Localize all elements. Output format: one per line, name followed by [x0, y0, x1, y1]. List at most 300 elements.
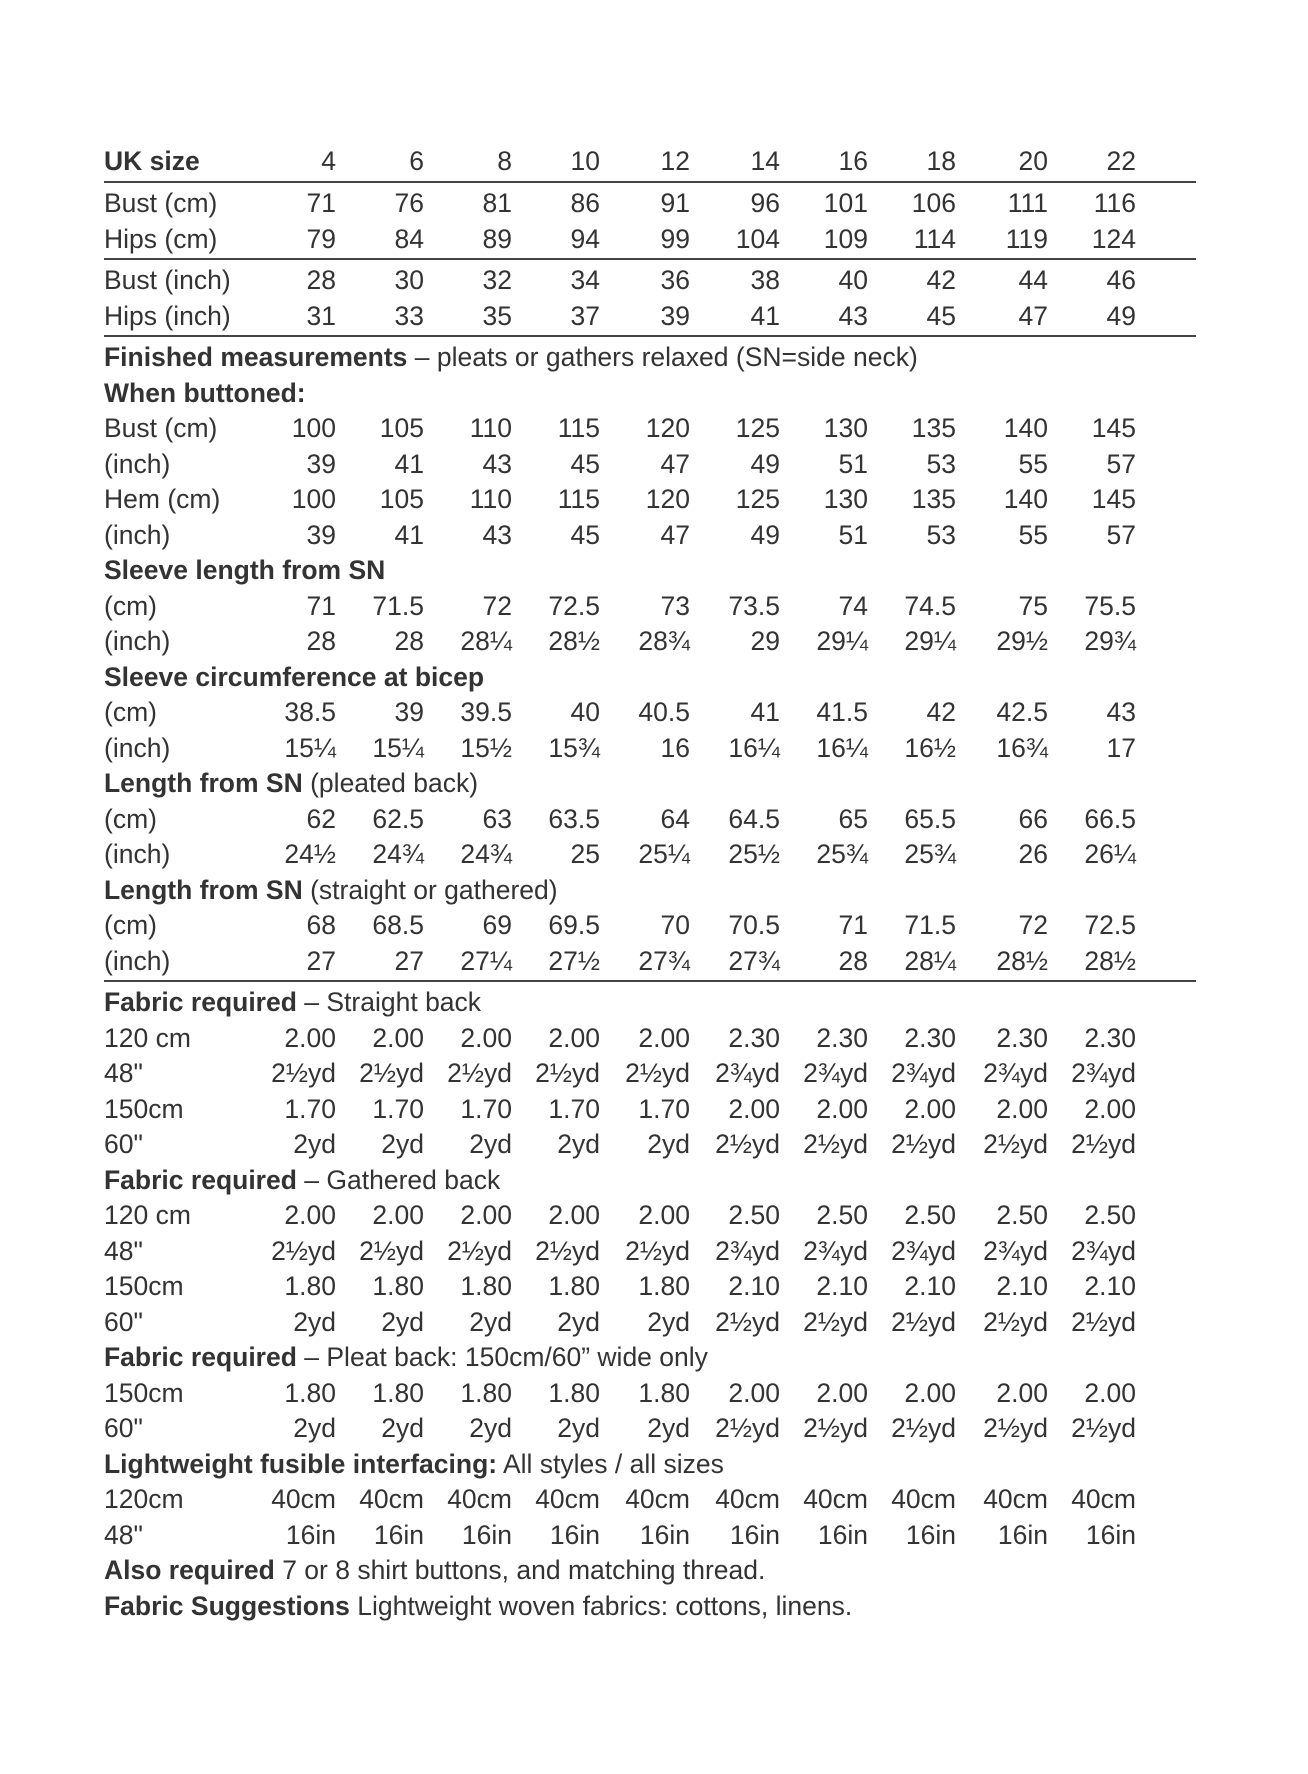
size-value: 16in	[373, 1519, 424, 1550]
fabric-row	[104, 1376, 1196, 1412]
section-heading-bold: Fabric required	[104, 1164, 297, 1195]
size-value: 28	[306, 626, 336, 656]
size-value: 49	[750, 519, 780, 550]
size-value: 72.5	[548, 590, 600, 621]
size-value: 32	[482, 265, 512, 295]
size-value: 2.00	[728, 1377, 780, 1408]
size-value: 17	[1106, 732, 1136, 763]
size-value: 2.00	[372, 1022, 424, 1053]
fabric-group-heading	[104, 1340, 1196, 1376]
size-value: 15½	[460, 732, 512, 763]
size-value: 16in	[1085, 1519, 1136, 1550]
size-header: 4	[321, 146, 336, 176]
size-value: 31	[306, 300, 336, 331]
measurement-group-heading	[104, 376, 1196, 412]
size-value: 29¾	[1084, 626, 1136, 656]
size-value: 2½yd	[625, 1058, 690, 1088]
fabric-row	[104, 1234, 1196, 1270]
size-value: 125	[735, 484, 780, 514]
size-value: 2½yd	[1071, 1129, 1136, 1159]
section-heading	[104, 340, 918, 376]
size-value: 101	[823, 188, 868, 218]
finished-measurement-row	[104, 624, 1196, 660]
size-value: 76	[394, 188, 424, 218]
size-value: 75.5	[1084, 590, 1136, 621]
finished-measurement-row	[104, 802, 1196, 838]
size-value: 16in	[997, 1519, 1048, 1550]
size-value: 2.00	[904, 1377, 956, 1408]
size-value: 27¼	[460, 945, 512, 976]
size-value: 72	[1018, 910, 1048, 940]
size-value: 1.80	[284, 1377, 336, 1408]
size-value: 57	[1106, 448, 1136, 479]
size-value: 28½	[1084, 945, 1136, 976]
size-value: 2yd	[557, 1413, 600, 1443]
size-value: 39.5	[460, 697, 512, 727]
divider	[104, 258, 1196, 260]
size-value: 2.00	[460, 1200, 512, 1230]
fabric-row	[104, 1092, 1196, 1128]
size-value: 79	[306, 223, 336, 254]
size-value: 100	[291, 484, 336, 514]
size-value: 2.00	[816, 1377, 868, 1408]
finished-measurement-row	[104, 837, 1196, 873]
size-value: 49	[1106, 300, 1136, 331]
size-value: 45	[926, 300, 956, 331]
size-value: 2¾yd	[891, 1058, 956, 1088]
size-value: 25½	[728, 839, 780, 869]
size-value: 40cm	[535, 1484, 600, 1514]
size-value: 64.5	[728, 803, 780, 834]
size-value: 71.5	[904, 910, 956, 940]
size-value: 41	[394, 519, 424, 550]
size-value: 30	[394, 265, 424, 295]
size-value: 2¾yd	[983, 1058, 1048, 1088]
size-value: 68.5	[372, 910, 424, 940]
size-value: 40cm	[447, 1484, 512, 1514]
size-value: 1.80	[548, 1271, 600, 1301]
row-label: Hem (cm)	[104, 484, 221, 514]
section-heading-bold: Length from SN	[104, 874, 303, 905]
size-value: 2.00	[1084, 1377, 1136, 1408]
size-value: 27¾	[638, 945, 690, 976]
size-value: 72	[482, 590, 512, 621]
size-value: 106	[911, 188, 956, 218]
size-value: 16in	[461, 1519, 512, 1550]
size-value: 2yd	[293, 1413, 336, 1443]
size-value: 2.10	[816, 1271, 868, 1301]
size-chart	[104, 142, 1196, 1624]
finished-measurement-row	[104, 944, 1196, 980]
size-value: 24½	[284, 839, 336, 869]
size-value: 40cm	[891, 1484, 956, 1514]
size-value: 41	[750, 697, 780, 727]
size-value: 2.00	[460, 1022, 512, 1053]
size-value: 16in	[549, 1519, 600, 1550]
finished-measurement-row	[104, 482, 1196, 518]
size-value: 49	[750, 448, 780, 479]
size-value: 2½yd	[803, 1413, 868, 1443]
fabric-group-heading	[104, 985, 1196, 1021]
size-value: 47	[660, 519, 690, 550]
section-heading	[104, 985, 481, 1021]
size-value: 40	[570, 697, 600, 727]
size-value: 29¼	[816, 626, 868, 656]
size-value: 39	[394, 697, 424, 727]
size-value: 2.00	[904, 1093, 956, 1124]
section-heading	[104, 1447, 724, 1483]
size-value: 16in	[285, 1519, 336, 1550]
size-value: 33	[394, 300, 424, 331]
size-value: 66.5	[1084, 803, 1136, 834]
size-value: 2yd	[647, 1413, 690, 1443]
size-value: 119	[1005, 223, 1048, 254]
size-header: 18	[926, 146, 956, 176]
size-value: 27½	[548, 945, 600, 976]
size-value: 1.80	[548, 1377, 600, 1408]
size-value: 1.80	[638, 1271, 690, 1301]
size-value: 2½yd	[535, 1235, 600, 1266]
size-value: 2yd	[647, 1129, 690, 1159]
size-value: 53	[926, 519, 956, 550]
size-value: 43	[1106, 697, 1136, 727]
size-value: 2yd	[381, 1129, 424, 1159]
size-value: 2.50	[1084, 1200, 1136, 1230]
size-value: 1.70	[372, 1093, 424, 1124]
size-value: 2.00	[284, 1200, 336, 1230]
size-value: 16¼	[816, 732, 868, 763]
size-value: 42	[926, 265, 956, 295]
fabric-row	[104, 1127, 1196, 1163]
size-value: 140	[1003, 413, 1048, 443]
row-label: 60"	[104, 1413, 143, 1443]
size-value: 47	[660, 448, 690, 479]
size-value: 16in	[639, 1519, 690, 1550]
size-value: 2.50	[728, 1200, 780, 1230]
size-value: 2.10	[904, 1271, 956, 1301]
size-value: 2½yd	[715, 1306, 780, 1337]
size-value: 72.5	[1084, 910, 1136, 940]
size-value: 62	[306, 803, 336, 834]
size-value: 2.10	[996, 1271, 1048, 1301]
fabric-row	[104, 1198, 1196, 1234]
size-value: 2½yd	[891, 1306, 956, 1337]
size-value: 71	[306, 590, 336, 621]
size-value: 2¾yd	[1071, 1235, 1136, 1266]
fabric-row	[104, 1482, 1196, 1518]
row-label: (inch)	[104, 448, 171, 479]
size-value: 99	[660, 223, 690, 254]
size-value: 2¾yd	[715, 1235, 780, 1266]
size-value: 28¾	[638, 626, 690, 656]
size-value: 2½yd	[535, 1058, 600, 1088]
size-value: 2½yd	[359, 1235, 424, 1266]
size-value: 2½yd	[803, 1129, 868, 1159]
finished-measurement-row	[104, 447, 1196, 483]
size-value: 100	[291, 413, 336, 443]
row-label: Bust (cm)	[104, 188, 218, 218]
measurement-group-heading	[104, 660, 1196, 696]
finished-measurement-row	[104, 518, 1196, 554]
size-value: 40cm	[625, 1484, 690, 1514]
row-label: 150cm	[104, 1093, 184, 1124]
size-value: 15¼	[372, 732, 424, 763]
size-value: 73	[660, 590, 690, 621]
size-value: 2.00	[284, 1022, 336, 1053]
row-label: (inch)	[104, 839, 171, 869]
size-value: 130	[823, 484, 868, 514]
section-heading	[104, 766, 478, 802]
size-value: 24¾	[460, 839, 512, 869]
divider	[104, 181, 1196, 183]
size-value: 2yd	[293, 1129, 336, 1159]
size-value: 2.00	[996, 1377, 1048, 1408]
size-value: 43	[838, 300, 868, 331]
size-value: 40.5	[638, 697, 690, 727]
row-label: 120 cm	[104, 1022, 191, 1053]
size-header: 14	[750, 146, 780, 176]
size-value: 15¾	[548, 732, 600, 763]
size-value: 1.80	[372, 1377, 424, 1408]
measurement-group-heading	[104, 766, 1196, 802]
size-value: 55	[1018, 519, 1048, 550]
size-value: 71.5	[372, 590, 424, 621]
row-label: (cm)	[104, 697, 157, 727]
size-value: 41	[750, 300, 780, 331]
section-heading-bold: Also required	[104, 1555, 275, 1585]
size-value: 39	[660, 300, 690, 331]
size-value: 2yd	[293, 1306, 336, 1337]
size-value: 105	[379, 413, 424, 443]
size-value: 37	[570, 300, 600, 331]
size-value: 1.70	[460, 1093, 512, 1124]
section-heading	[104, 873, 558, 909]
size-value: 40cm	[803, 1484, 868, 1514]
size-value: 2.30	[1084, 1022, 1136, 1053]
size-value: 116	[1093, 188, 1136, 218]
size-value: 120	[645, 413, 690, 443]
size-value: 25¼	[638, 839, 690, 869]
section-heading-bold: Length from SN	[104, 768, 303, 798]
size-header: 10	[570, 146, 600, 176]
size-value: 84	[394, 223, 424, 254]
size-value: 55	[1018, 448, 1048, 479]
section-heading-note: (pleated back)	[302, 768, 479, 798]
row-label: 48"	[104, 1235, 143, 1266]
section-heading-bold: When buttoned:	[104, 377, 306, 408]
size-value: 2.30	[904, 1022, 956, 1053]
size-value: 28	[306, 265, 336, 295]
size-value: 94	[570, 223, 600, 254]
section-heading	[104, 1163, 500, 1199]
section-heading	[104, 376, 306, 412]
body-measurement-row	[104, 299, 1196, 335]
section-heading-bold: Fabric Suggestions	[104, 1590, 350, 1621]
note-line	[104, 1589, 1196, 1625]
size-value: 53	[926, 448, 956, 479]
fabric-row	[104, 1056, 1196, 1092]
section-heading-note: Lightweight woven fabrics: cottons, linens.	[349, 1590, 853, 1621]
size-value: 2½yd	[1071, 1413, 1136, 1443]
size-header: 22	[1106, 146, 1136, 176]
size-value: 51	[838, 519, 868, 550]
row-label: (cm)	[104, 910, 157, 940]
size-value: 111	[1007, 188, 1048, 218]
size-value: 1.80	[372, 1271, 424, 1301]
size-value: 25¾	[816, 839, 868, 869]
fabric-group-heading	[104, 1447, 1196, 1483]
row-label: 60"	[104, 1306, 143, 1337]
size-value: 2.50	[904, 1200, 956, 1230]
finished-measurement-row	[104, 908, 1196, 944]
size-value: 2.10	[1084, 1271, 1136, 1301]
size-value: 63	[482, 803, 512, 834]
size-value: 86	[570, 188, 600, 218]
size-value: 28½	[548, 626, 600, 656]
size-value: 115	[557, 484, 600, 514]
size-value: 28½	[996, 945, 1048, 976]
size-value: 41	[394, 448, 424, 479]
size-value: 2yd	[557, 1306, 600, 1337]
row-label: Hips (inch)	[104, 300, 231, 331]
size-value: 42.5	[996, 697, 1048, 727]
size-value: 81	[482, 188, 512, 218]
size-value: 2.00	[1084, 1093, 1136, 1124]
size-value: 35	[482, 300, 512, 331]
size-value: 1.70	[284, 1093, 336, 1124]
row-label: 48"	[104, 1058, 143, 1088]
size-value: 2.00	[548, 1022, 600, 1053]
size-value: 75	[1018, 590, 1048, 621]
size-value: 28	[394, 626, 424, 656]
size-value: 2.30	[996, 1022, 1048, 1053]
size-value: 29½	[996, 626, 1048, 656]
size-value: 73.5	[728, 590, 780, 621]
size-value: 2.50	[996, 1200, 1048, 1230]
section-heading-note: – Gathered back	[296, 1164, 501, 1195]
size-header: 12	[660, 146, 690, 176]
divider	[104, 980, 1196, 982]
size-value: 70	[660, 910, 690, 940]
size-value: 1.70	[638, 1093, 690, 1124]
size-value: 145	[1091, 484, 1136, 514]
size-value: 2yd	[647, 1306, 690, 1337]
row-label: 60"	[104, 1129, 143, 1159]
size-value: 34	[570, 265, 600, 295]
size-value: 42	[926, 697, 956, 727]
size-value: 46	[1106, 265, 1136, 295]
size-value: 43	[482, 519, 512, 550]
size-value: 65.5	[904, 803, 956, 834]
size-value: 68	[306, 910, 336, 940]
size-value: 2½yd	[983, 1413, 1048, 1443]
finished-measurements-heading	[104, 340, 1196, 376]
size-value: 24¾	[372, 839, 424, 869]
size-value: 2.50	[816, 1200, 868, 1230]
section-heading-note: All styles / all sizes	[497, 1448, 724, 1479]
row-label: (cm)	[104, 590, 157, 621]
size-value: 44	[1018, 265, 1048, 295]
section-heading-note: 7 or 8 shirt buttons, and matching thread.	[274, 1555, 766, 1585]
section-heading-note: – pleats or gathers relaxed (SN=side neck)	[407, 342, 918, 372]
size-value: 2.00	[638, 1022, 690, 1053]
size-header-row	[104, 142, 1196, 180]
finished-measurement-row	[104, 589, 1196, 625]
section-heading	[104, 1553, 765, 1589]
size-value: 135	[911, 484, 956, 514]
section-heading-bold: Finished measurements	[104, 342, 408, 372]
size-value: 2.10	[728, 1271, 780, 1301]
size-value: 16¼	[728, 732, 780, 763]
size-value: 2yd	[469, 1306, 512, 1337]
row-label: (inch)	[104, 732, 171, 763]
size-value: 27	[394, 945, 424, 976]
size-value: 2¾yd	[715, 1058, 780, 1088]
body-measurement-row	[104, 263, 1196, 299]
size-value: 38	[750, 265, 780, 295]
size-value: 1.80	[638, 1377, 690, 1408]
size-value: 2yd	[557, 1129, 600, 1159]
size-value: 140	[1003, 484, 1048, 514]
size-value: 2.00	[372, 1200, 424, 1230]
section-heading	[104, 553, 385, 589]
size-value: 2½yd	[891, 1413, 956, 1443]
size-value: 2½yd	[983, 1306, 1048, 1337]
size-value: 25	[570, 839, 600, 869]
size-value: 91	[660, 188, 690, 218]
size-value: 45	[570, 448, 600, 479]
size-value: 1.80	[460, 1271, 512, 1301]
size-value: 2½yd	[271, 1058, 336, 1088]
size-header: 6	[409, 146, 424, 176]
size-value: 2½yd	[1071, 1306, 1136, 1337]
size-value: 2.00	[548, 1200, 600, 1230]
size-value: 28¼	[460, 626, 512, 656]
size-value: 145	[1091, 413, 1136, 443]
size-value: 110	[469, 484, 512, 514]
section-heading-note: – Pleat back: 150cm/60” wide only	[296, 1342, 708, 1372]
size-value: 29¼	[904, 626, 956, 656]
size-value: 130	[823, 413, 868, 443]
size-value: 70.5	[728, 910, 780, 940]
size-header: 20	[1018, 146, 1048, 176]
size-value: 74.5	[904, 590, 956, 621]
row-label: 150cm	[104, 1377, 184, 1408]
row-label: (inch)	[104, 519, 171, 550]
size-value: 2¾yd	[803, 1235, 868, 1266]
section-heading	[104, 1340, 708, 1376]
row-label: (cm)	[104, 803, 157, 834]
size-value: 2½yd	[359, 1058, 424, 1088]
size-value: 69.5	[548, 910, 600, 940]
size-value: 2yd	[381, 1306, 424, 1337]
note-line	[104, 1553, 1196, 1589]
size-value: 96	[750, 188, 780, 218]
finished-measurement-row	[104, 695, 1196, 731]
fabric-group-heading	[104, 1163, 1196, 1199]
size-value: 125	[735, 413, 780, 443]
row-label: (inch)	[104, 626, 171, 656]
row-label: Bust (cm)	[104, 413, 218, 443]
size-value: 16in	[905, 1519, 956, 1550]
section-heading	[104, 1589, 852, 1625]
finished-measurement-row	[104, 731, 1196, 767]
size-value: 2¾yd	[803, 1058, 868, 1088]
fabric-row	[104, 1411, 1196, 1447]
size-value: 2.00	[638, 1200, 690, 1230]
section-heading-bold: Sleeve length from SN	[104, 555, 386, 585]
size-value: 16in	[817, 1519, 868, 1550]
